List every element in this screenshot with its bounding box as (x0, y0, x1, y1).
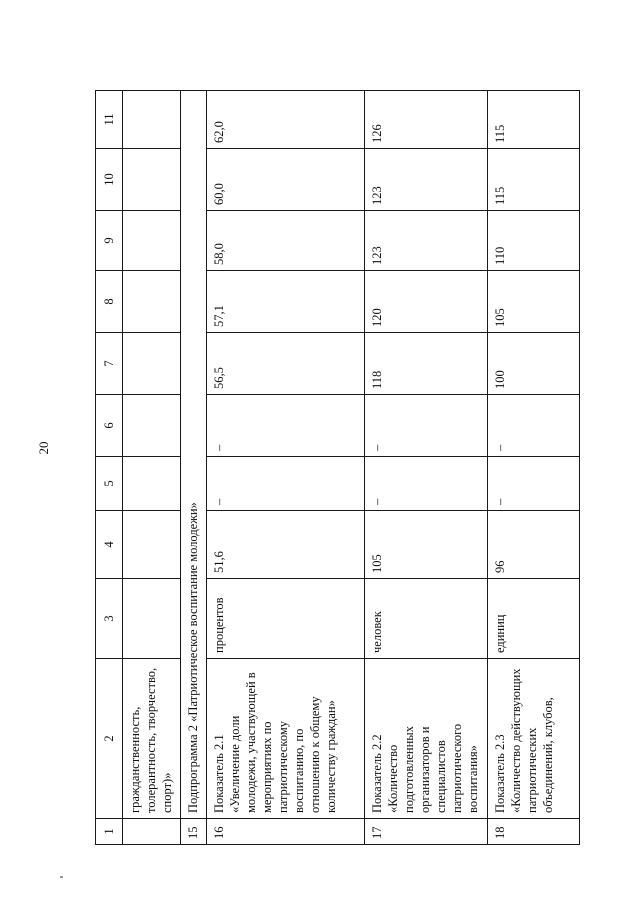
value-cell: – (207, 457, 365, 511)
row-number-cell: 15 (181, 819, 207, 845)
value-cell: 115 (488, 91, 580, 149)
value-cell: – (207, 395, 365, 457)
row-number-cell: 18 (488, 819, 580, 845)
value-cell: 62,0 (207, 91, 365, 149)
table-row (488, 91, 580, 845)
value-cell: 123 (365, 211, 488, 271)
value-cell: 105 (488, 271, 580, 333)
value-cell: 57,1 (207, 271, 365, 333)
indicator-name-cell: Показатель 2.3 «Количество действующих патриотических объединений, клубов, (488, 659, 580, 819)
value-cell: 51,6 (207, 511, 365, 579)
column-header: 9 (96, 211, 123, 271)
section-row (181, 91, 207, 845)
value-cell: 56,5 (207, 333, 365, 395)
empty-cell (123, 211, 181, 271)
value-cell: 120 (365, 271, 488, 333)
column-header-row (96, 91, 123, 845)
row-number-cell (123, 819, 181, 845)
value-cell: 115 (488, 149, 580, 211)
value-cell: 110 (488, 211, 580, 271)
value-cell: – (365, 395, 488, 457)
empty-cell (123, 457, 181, 511)
empty-cell (123, 511, 181, 579)
row-number-cell: 17 (365, 819, 488, 845)
table-row (207, 91, 365, 845)
value-cell: 105 (365, 511, 488, 579)
indicator-name-cell: гражданственность, толерантность, творчество, спорт)» (123, 659, 181, 819)
column-header: 2 (96, 659, 123, 819)
value-cell: 118 (365, 333, 488, 395)
unit-cell: процентов (207, 579, 365, 659)
value-cell: 58,0 (207, 211, 365, 271)
continuation-row (123, 91, 181, 845)
value-cell: 126 (365, 91, 488, 149)
column-header: 3 (96, 579, 123, 659)
indicators-table (95, 90, 580, 845)
empty-cell (123, 91, 181, 149)
indicator-name-cell: Показатель 2.1 «Увеличение доли молодежи, участвующей в мероприятиях по патриотическому воспитанию, по отношению к общему количеству граждан» (207, 659, 365, 819)
column-header: 5 (96, 457, 123, 511)
column-header: 7 (96, 333, 123, 395)
empty-cell (123, 395, 181, 457)
page-number: 20 (36, 441, 51, 455)
column-header: 4 (96, 511, 123, 579)
column-header: 11 (96, 91, 123, 149)
column-header: 1 (96, 819, 123, 845)
empty-cell (123, 149, 181, 211)
value-cell: – (488, 395, 580, 457)
indicator-name-cell: Показатель 2.2 «Количество подготовленных организаторов и специалистов патриотического воспитания» (365, 659, 488, 819)
value-cell: – (488, 457, 580, 511)
table-row (365, 91, 488, 845)
value-cell: – (365, 457, 488, 511)
column-header: 10 (96, 149, 123, 211)
column-header: 8 (96, 271, 123, 333)
empty-cell (123, 579, 181, 659)
column-header: 6 (96, 395, 123, 457)
value-cell: 123 (365, 149, 488, 211)
scan-artifact (60, 876, 63, 878)
row-number-cell: 16 (207, 819, 365, 845)
section-title: Подпрограмма 2 «Патриотическое воспитание молодежи» (181, 91, 207, 819)
rotated-table-container (95, 91, 580, 845)
empty-cell (123, 271, 181, 333)
unit-cell: единиц (488, 579, 580, 659)
unit-cell: человек (365, 579, 488, 659)
value-cell: 60,0 (207, 149, 365, 211)
value-cell: 100 (488, 333, 580, 395)
empty-cell (123, 333, 181, 395)
value-cell: 96 (488, 511, 580, 579)
